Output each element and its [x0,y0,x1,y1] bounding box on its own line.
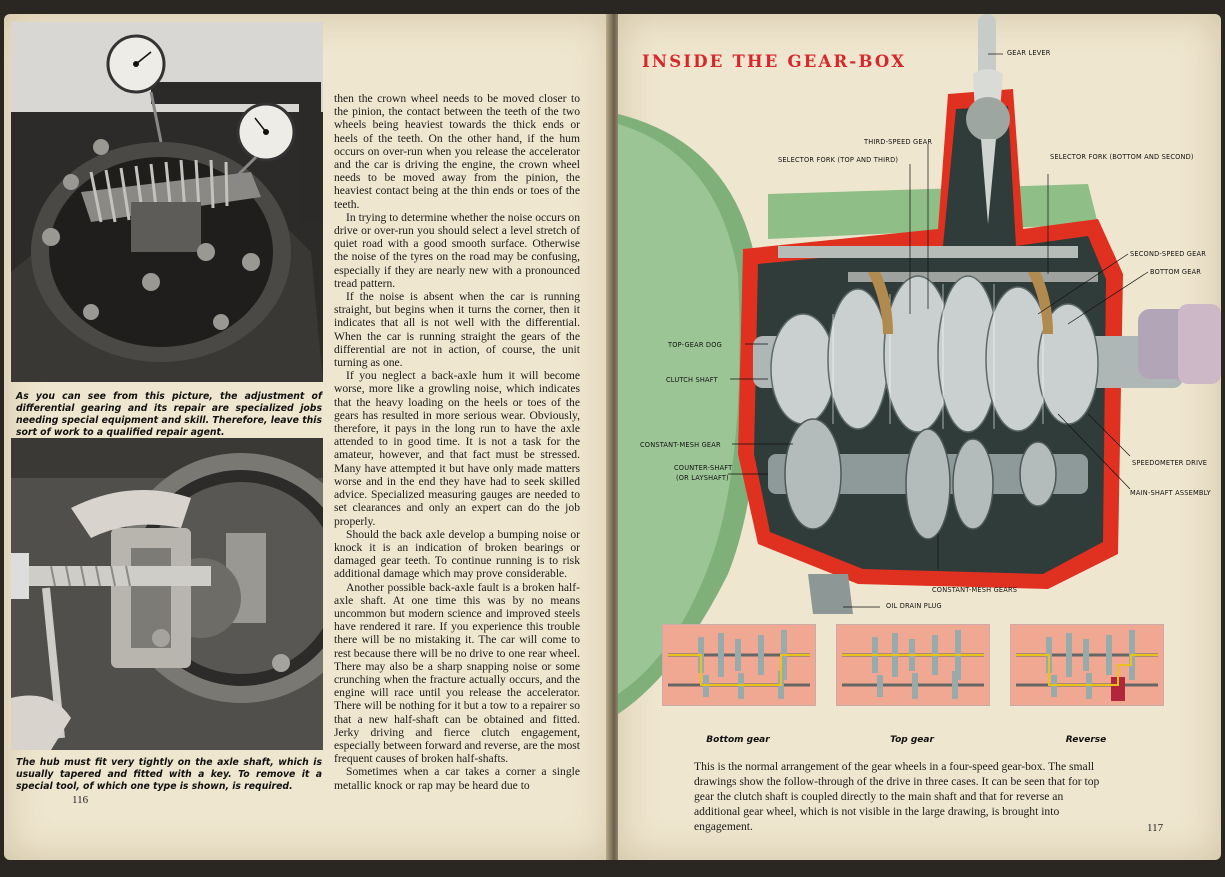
paragraph: If the noise is absent when the car is running straight, but begins when it turns the corner, then it indicates that all is not well with the differential. When the car is running straight the gears of the differential are not in action, of course, the unit turning as one. [334,290,580,370]
hub-puller-photo [11,438,323,750]
paragraph: then the crown wheel needs to be moved closer to the pinion, the contact between the teeth of the two wheels being heaviest towards the thick ends or heels of the teeth. On the other hand, if the hum occurs on over-run when you release the accelerator and the car is driving the engine, the crown wheel needs to be moved away from the pinion, the heaviest contact being at the thin ends or toes of the teeth. [334,92,580,211]
panel-label-top-gear: Top gear [890,735,934,745]
paragraph: Another possible back-axle fault is a broken half-axle shaft. At one time this was by no means uncommon but modern science and improved steels have rendered it rare. If you experience this trouble there will be no mistaking it. The car will come to rest because there will be no drive to one rear wheel. There may also be a sharp snapping noise or some crunching when the fracture actually occurs, and the engine will race until you release the accelerator. There will be nothing for it but a tow to a repairer so that a new half-shaft can be obtained and fitted. Jerky driving and fierce clutch engagement, especially between forward and reverse, are the most frequent causes of broken half-shafts. [334,580,580,766]
label-constant-mesh-gears: CONSTANT-MESH GEARS [932,586,1018,594]
panel-label-reverse: Reverse [1065,735,1107,745]
paragraph: In trying to determine whether the noise occurs on drive or over-run you should select a level stretch of quiet road with a good smooth surface. Otherwise the noise of the tyres on the road may be confusing, especially if they are nearly new with a pronounced tread pattern. [334,210,580,290]
left-body-text [334,92,580,792]
label-constant-mesh-gear: CONSTANT-MESH GEAR [640,441,721,449]
label-counter-shaft: COUNTER-SHAFT [674,464,733,472]
label-speedometer-drive: SPEEDOMETER DRIVE [1132,459,1208,467]
caption-hub: The hub must fit very tightly on the axle shaft, which is usually tapered and fitted with a key. To remove it a special tool, of which one type is shown, is required. [16,757,322,792]
label-main-shaft-assembly: MAIN-SHAFT ASSEMBLY [1130,489,1211,497]
right-page [618,14,1221,860]
panel-top-gear [836,624,990,706]
description-text: This is the normal arrangement of the gear wheels in a four-speed gear-box. The small drawings show the follow-through of the drive in three cases. It can be seen that for top gear the clutch shaft is coupled directly to the main shaft and that for reverse an additional gear wheel, which is not visible in the large drawing, is brought into engagement. [694,760,1100,833]
label-layshaft: (OR LAYSHAFT) [676,474,729,482]
label-gear-lever: GEAR LEVER [1007,49,1051,57]
label-third-speed-gear: THIRD-SPEED GEAR [864,138,933,146]
label-selector-fork-top-third: SELECTOR FORK (TOP AND THIRD) [778,156,899,164]
paragraph: Should the back axle develop a bumping noise or knock it is an indication of broken bearings or damaged gear teeth. To continue running is to risk additional damage which may prove considerable. [334,527,580,581]
label-clutch-shaft: CLUTCH SHAFT [666,376,718,384]
panel-bottom-gear [662,624,816,706]
paragraph: Sometimes when a car takes a corner a single metallic knock or rap may be heard due to [334,765,580,792]
panel-reverse [1010,624,1164,706]
panel-label-bottom-gear: Bottom gear [706,735,770,745]
differential-photo [11,22,323,382]
label-oil-drain-plug: OIL DRAIN PLUG [886,602,942,610]
page-number-right: 117 [1147,822,1164,834]
page-number-left: 116 [72,794,89,806]
label-top-gear-dog: TOP-GEAR DOG [668,341,722,349]
label-bottom-gear: BOTTOM GEAR [1150,268,1202,276]
caption-differential: As you can see from this picture, the adjustment of differential gearing and its repair are specialized jobs needing special equipment and skill. Therefore, leave this sort of work to a qualified repair agent. [16,391,322,438]
paragraph: If you neglect a back-axle hum it will become worse, more like a growling noise, which indicates that the heavy loading on the heels or toes of the gears has resulted in more serious wear. Obviously, therefore, it pays in the long run to have the axle attended to in good time. It is not a task for the amateur, however, and that fact must be stressed. Many have attempted it but have only made matters worse and in the end they have had to seek skilled advice. Specialized measuring gauges are needed to set clearances and only an expert can do the job properly. [334,369,580,528]
label-selector-fork-bottom-second: SELECTOR FORK (BOTTOM AND SECOND) [1050,153,1194,161]
label-second-speed-gear: SECOND-SPEED GEAR [1130,250,1206,258]
page-title: INSIDE THE GEAR-BOX [642,52,907,71]
left-page [4,14,612,860]
